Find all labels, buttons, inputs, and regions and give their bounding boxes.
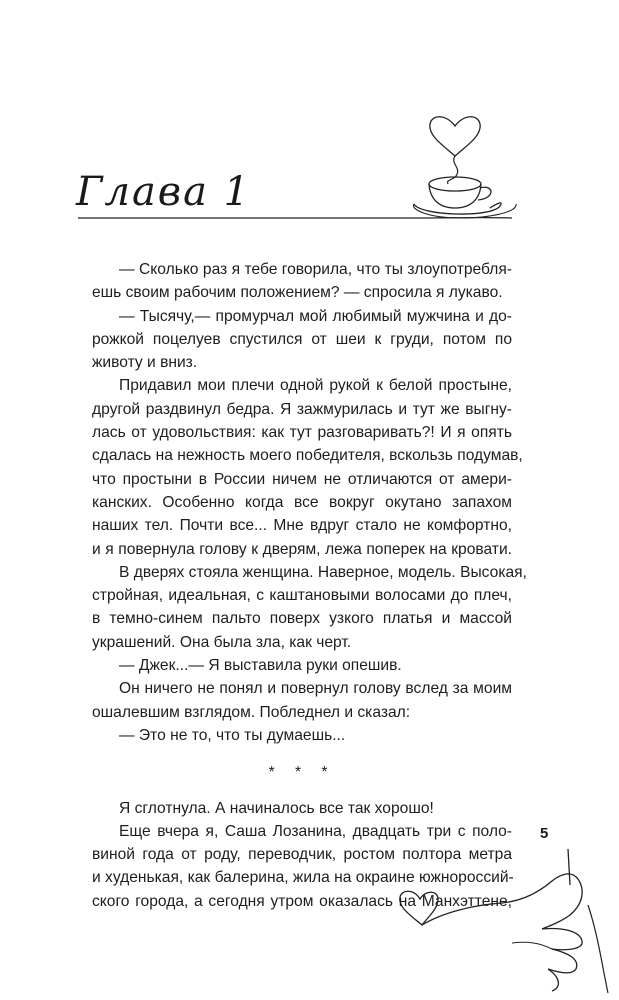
text-line: наших тел. Почти все... Мне вдруг стало не комфортно, <box>92 517 512 535</box>
text-line: — Сколько раз я тебе говорила, что ты злоупотребля- <box>119 261 512 278</box>
text-line: ошалевшим взглядом. Побледнел и сказал: <box>92 703 411 721</box>
text-line: Он ничего не понял и повернул голову вслед за моим <box>119 680 512 698</box>
text-line: рожкой поцелуев спустился от шеи к груди, потом по <box>92 330 512 348</box>
text-line: виной года от роду, переводчик, ростом полтора метра <box>92 846 512 864</box>
text-line: что простыни в России ничем не отличаются от амери- <box>92 470 512 488</box>
chapter-title: Глава 1 <box>76 169 252 215</box>
text-line: в темно-синем пальто поверх узкого платья и массой <box>92 610 512 628</box>
page-number: 5 <box>540 825 549 842</box>
chapter-body <box>92 258 527 913</box>
text-line: ешь своим рабочим положением? — спросила я лукаво. <box>92 284 503 302</box>
hand-heart-icon <box>392 845 612 995</box>
text-line: В дверях стояла женщина. Наверное, модель. Высокая, <box>119 563 527 581</box>
section-separator: * * * <box>268 764 336 782</box>
text-line: и худенькая, как балерина, жила на окраине южнороссий- <box>92 869 514 887</box>
text-line: — Джек...— Я выставила руки опешив. <box>119 657 402 675</box>
text-line: Еще вчера я, Саша Лозанина, двадцать три с поло- <box>119 822 512 840</box>
text-line: и я повернула голову к дверям, лежа поперек на кровати. <box>92 540 512 558</box>
text-line: украшений. Она была зла, как черт. <box>92 633 352 651</box>
text-line: животу и вниз. <box>92 354 198 372</box>
text-line: канских. Особенно когда все вокруг окутано запахом <box>92 493 512 511</box>
coffee-cup-heart-icon <box>400 108 520 220</box>
text-line: сдалась на нежность моего победителя, вскользь подумав, <box>92 447 523 465</box>
text-line: другой раздвинул бедра. Я зажмурилась и тут же выгну- <box>92 400 512 418</box>
text-line: ского города, а сегодня утром оказалась на Манхэттене, <box>92 892 512 910</box>
text-line: — Тысячу,— промурчал мой любимый мужчина и до- <box>119 307 512 325</box>
text-line: Придавил мои плечи одной рукой к белой простыне, <box>119 377 512 395</box>
text-line: лась от удовольствия: как тут разговаривать?! И я опять <box>92 424 512 442</box>
text-line: стройная, идеальная, с каштановыми волосами до плеч, <box>92 587 512 605</box>
text-line: Я сглотнула. А начиналось все так хорошо! <box>119 799 434 817</box>
text-line: — Это не то, что ты думаешь... <box>119 726 346 744</box>
